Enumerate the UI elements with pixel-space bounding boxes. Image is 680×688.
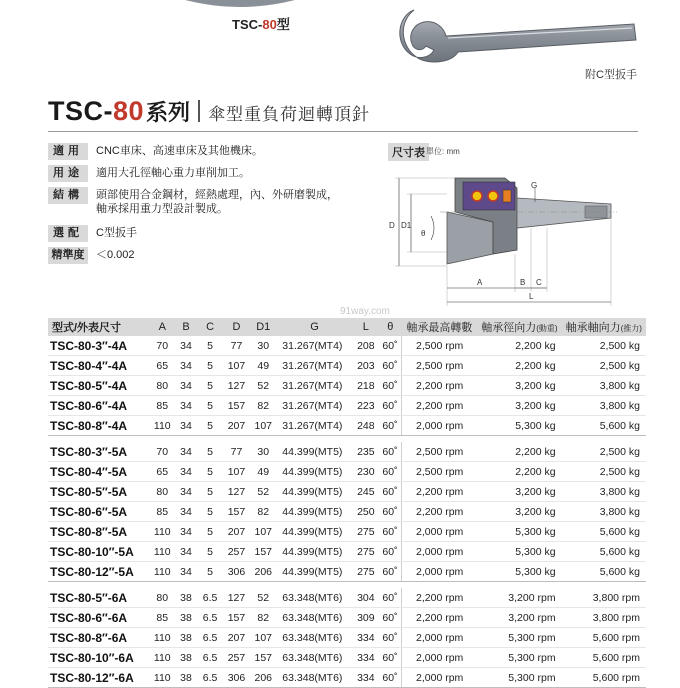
cell-radial: 3,200 kg: [477, 376, 561, 396]
spec-label: 精準度: [48, 247, 88, 264]
cell-B: 38: [175, 628, 198, 648]
cell-axial: 3,800 rpm: [562, 608, 646, 628]
cell-D1: 49: [250, 462, 276, 482]
page-title: [48, 96, 370, 126]
cell-D: 107: [223, 462, 251, 482]
table-row: [48, 442, 646, 462]
cell-axial: 5,600 kg: [562, 416, 646, 436]
cell-B: 38: [175, 608, 198, 628]
cell-D1: 157: [250, 542, 276, 562]
cell-C: 5: [197, 416, 222, 436]
cell-speed: 2,200 rpm: [402, 376, 478, 396]
cell-C: 6.5: [197, 608, 222, 628]
cell-speed: 2,200 rpm: [402, 396, 478, 416]
cell-C: 6.5: [197, 648, 222, 668]
cell-D1: 82: [250, 396, 276, 416]
cell-axial: 5,600 kg: [562, 562, 646, 582]
spec-row-precision: [48, 247, 135, 264]
cell-model: TSC-80-8″-5A: [48, 522, 150, 542]
cell-D: 257: [223, 542, 251, 562]
cell-B: 34: [175, 562, 198, 582]
table-row: [48, 608, 646, 628]
label-G: G: [531, 181, 538, 190]
cell-D1: 52: [250, 482, 276, 502]
table-row: [48, 562, 646, 582]
cell-C: 5: [197, 442, 222, 462]
cell-G: 31.267(MT4): [276, 356, 353, 376]
cell-C: 5: [197, 542, 222, 562]
cell-B: 34: [175, 396, 198, 416]
label-D1: D1: [401, 221, 412, 230]
cell-radial: 3,200 rpm: [477, 608, 561, 628]
cell-theta: 60˚: [379, 668, 402, 688]
cell-G: 44.399(MT5): [276, 482, 353, 502]
cell-speed: 2,000 rpm: [402, 628, 478, 648]
cell-G: 63.348(MT6): [276, 628, 353, 648]
table-row: [48, 482, 646, 502]
cell-D: 127: [223, 588, 251, 608]
col-C: C: [197, 318, 222, 336]
cell-model: TSC-80-10″-6A: [48, 648, 150, 668]
cell-C: 5: [197, 482, 222, 502]
cell-axial: 5,600 kg: [562, 522, 646, 542]
cell-radial: 5,300 rpm: [477, 628, 561, 648]
cell-speed: 2,000 rpm: [402, 562, 478, 582]
cell-axial: 3,800 kg: [562, 482, 646, 502]
cell-axial: 3,800 kg: [562, 502, 646, 522]
cell-L: 208: [353, 336, 379, 356]
cell-L: 230: [353, 462, 379, 482]
cell-D: 77: [223, 442, 251, 462]
cell-radial: 2,200 kg: [477, 336, 561, 356]
cell-L: 275: [353, 562, 379, 582]
cell-axial: 5,600 kg: [562, 542, 646, 562]
cell-theta: 60˚: [379, 396, 402, 416]
cell-C: 6.5: [197, 668, 222, 688]
spec-value: CNC車床、高速車床及其他機床。: [96, 145, 263, 157]
c-wrench-icon: [396, 2, 641, 64]
cell-A: 85: [150, 502, 174, 522]
cell-D: 207: [223, 416, 251, 436]
cell-D1: 52: [250, 376, 276, 396]
cell-theta: 60˚: [379, 356, 402, 376]
cell-L: 334: [353, 628, 379, 648]
cell-B: 34: [175, 462, 198, 482]
cell-L: 334: [353, 668, 379, 688]
cell-L: 250: [353, 502, 379, 522]
table-row: [48, 416, 646, 436]
cell-G: 44.399(MT5): [276, 502, 353, 522]
cell-B: 34: [175, 442, 198, 462]
spec-value: 適用大孔徑軸心重力車削加工。: [96, 167, 250, 179]
cell-B: 38: [175, 668, 198, 688]
watermark: 91way.com: [340, 306, 390, 317]
cell-theta: 60˚: [379, 376, 402, 396]
cell-axial: 5,600 rpm: [562, 628, 646, 648]
cell-B: 34: [175, 502, 198, 522]
spec-table: [48, 318, 646, 688]
label-C: C: [536, 278, 542, 287]
cell-G: 44.399(MT5): [276, 442, 353, 462]
cell-A: 110: [150, 522, 174, 542]
cell-model: TSC-80-12″-6A: [48, 668, 150, 688]
cell-A: 110: [150, 628, 174, 648]
cell-theta: 60˚: [379, 542, 402, 562]
cell-L: 275: [353, 542, 379, 562]
cell-D: 207: [223, 628, 251, 648]
cell-D1: 206: [250, 562, 276, 582]
cell-G: 63.348(MT6): [276, 588, 353, 608]
spec-label: 選配: [48, 225, 88, 242]
cell-A: 110: [150, 668, 174, 688]
cell-speed: 2,500 rpm: [402, 462, 478, 482]
cell-G: 63.348(MT6): [276, 648, 353, 668]
cell-radial: 3,200 kg: [477, 396, 561, 416]
col-speed: 軸承最高轉數: [402, 318, 478, 336]
cell-model: TSC-80-8″-6A: [48, 628, 150, 648]
cell-L: 334: [353, 648, 379, 668]
cell-C: 6.5: [197, 588, 222, 608]
cell-A: 80: [150, 376, 174, 396]
title-subtitle: 傘型重負荷迴轉頂針: [208, 105, 371, 124]
label-L: L: [529, 292, 534, 301]
cell-G: 31.267(MT4): [276, 396, 353, 416]
cell-model: TSC-80-5″-4A: [48, 376, 150, 396]
cell-C: 5: [197, 562, 222, 582]
cell-speed: 2,500 rpm: [402, 442, 478, 462]
cell-model: TSC-80-6″-5A: [48, 502, 150, 522]
cell-C: 5: [197, 502, 222, 522]
cell-axial: 3,800 kg: [562, 396, 646, 416]
cell-speed: 2,500 rpm: [402, 336, 478, 356]
title-series: 系列: [146, 100, 191, 125]
cell-G: 63.348(MT6): [276, 608, 353, 628]
cell-G: 44.399(MT5): [276, 542, 353, 562]
cell-A: 65: [150, 462, 174, 482]
cell-D1: 157: [250, 648, 276, 668]
cell-D: 157: [223, 608, 251, 628]
spec-row-structure: [48, 187, 338, 216]
cell-L: 203: [353, 356, 379, 376]
cell-D1: 107: [250, 522, 276, 542]
cell-A: 110: [150, 416, 174, 436]
cell-speed: 2,200 rpm: [402, 608, 478, 628]
cell-D1: 82: [250, 502, 276, 522]
spec-row-application: [48, 143, 263, 160]
spec-row-option: [48, 225, 137, 242]
cell-speed: 2,200 rpm: [402, 502, 478, 522]
cell-axial: 2,500 kg: [562, 336, 646, 356]
cell-radial: 5,300 kg: [477, 416, 561, 436]
cell-B: 34: [175, 522, 198, 542]
col-model: 型式/外表尺寸: [48, 318, 150, 336]
cell-D1: 49: [250, 356, 276, 376]
cell-model: TSC-80-3″-4A: [48, 336, 150, 356]
cell-D1: 52: [250, 588, 276, 608]
cell-speed: 2,500 rpm: [402, 356, 478, 376]
spec-value-line2: 軸承採用重力型設計製成。: [96, 203, 228, 215]
col-D1: D1: [250, 318, 276, 336]
cell-model: TSC-80-4″-4A: [48, 356, 150, 376]
cell-L: 245: [353, 482, 379, 502]
cell-D1: 30: [250, 336, 276, 356]
cell-L: 309: [353, 608, 379, 628]
cell-L: 275: [353, 522, 379, 542]
cell-model: TSC-80-12″-5A: [48, 562, 150, 582]
cell-C: 5: [197, 356, 222, 376]
cell-L: 218: [353, 376, 379, 396]
cell-B: 38: [175, 588, 198, 608]
cell-D1: 107: [250, 628, 276, 648]
product-photo: [180, 0, 300, 12]
cell-model: TSC-80-6″-6A: [48, 608, 150, 628]
cell-axial: 2,500 kg: [562, 356, 646, 376]
col-axial: 軸承軸向力(推力): [562, 318, 646, 336]
cell-D: 306: [223, 562, 251, 582]
cell-axial: 3,800 rpm: [562, 588, 646, 608]
unit-label: 單位: mm: [426, 147, 460, 156]
col-G: G: [276, 318, 353, 336]
label-A: A: [477, 278, 483, 287]
cell-axial: 5,600 rpm: [562, 668, 646, 688]
spec-label: 結構: [48, 187, 88, 204]
cell-B: 34: [175, 482, 198, 502]
cell-model: TSC-80-6″-4A: [48, 396, 150, 416]
table-row: [48, 336, 646, 356]
wrench-caption: 附C型扳手: [585, 69, 637, 81]
cell-C: 6.5: [197, 628, 222, 648]
spec-row-usage: [48, 165, 250, 182]
spec-value-line1: 頭部使用合金鋼材，經熱處理，內、外研磨製成，: [96, 189, 338, 201]
table-row: [48, 522, 646, 542]
spec-value: [96, 187, 338, 216]
cell-theta: 60˚: [379, 336, 402, 356]
heading-rule: [48, 131, 638, 132]
cell-theta: 60˚: [379, 562, 402, 582]
cell-G: 44.399(MT5): [276, 562, 353, 582]
cell-A: 70: [150, 336, 174, 356]
cell-D1: 30: [250, 442, 276, 462]
col-D: D: [223, 318, 251, 336]
cell-D: 306: [223, 668, 251, 688]
cell-G: 44.399(MT5): [276, 522, 353, 542]
col-B: B: [175, 318, 198, 336]
cell-G: 31.267(MT4): [276, 416, 353, 436]
cell-radial: 2,200 kg: [477, 442, 561, 462]
cell-G: 63.348(MT6): [276, 668, 353, 688]
cell-speed: 2,000 rpm: [402, 522, 478, 542]
table-header-row: [48, 318, 646, 336]
cell-speed: 2,200 rpm: [402, 482, 478, 502]
cell-D1: 82: [250, 608, 276, 628]
cell-L: 248: [353, 416, 379, 436]
cell-model: TSC-80-3″-5A: [48, 442, 150, 462]
cell-A: 110: [150, 648, 174, 668]
cell-A: 110: [150, 562, 174, 582]
cell-A: 65: [150, 356, 174, 376]
spec-label: 用途: [48, 165, 88, 182]
cell-radial: 2,200 kg: [477, 356, 561, 376]
cell-theta: 60˚: [379, 628, 402, 648]
cell-model: TSC-80-10″-5A: [48, 542, 150, 562]
cell-D: 207: [223, 522, 251, 542]
cell-theta: 60˚: [379, 608, 402, 628]
cell-C: 5: [197, 522, 222, 542]
cell-D: 127: [223, 482, 251, 502]
table-row: [48, 376, 646, 396]
cell-speed: 2,000 rpm: [402, 668, 478, 688]
cell-theta: 60˚: [379, 482, 402, 502]
photo-caption: TSC-80型: [232, 17, 290, 32]
cell-model: TSC-80-4″-5A: [48, 462, 150, 482]
cell-A: 85: [150, 396, 174, 416]
table-row: [48, 462, 646, 482]
cell-speed: 2,000 rpm: [402, 542, 478, 562]
cell-model: TSC-80-5″-5A: [48, 482, 150, 502]
cell-radial: 5,300 kg: [477, 522, 561, 542]
cell-D: 257: [223, 648, 251, 668]
cell-L: 304: [353, 588, 379, 608]
cell-B: 34: [175, 542, 198, 562]
cell-theta: 60˚: [379, 588, 402, 608]
table-row: [48, 356, 646, 376]
cell-B: 38: [175, 648, 198, 668]
cell-L: 223: [353, 396, 379, 416]
dimension-table-label: 尺寸表: [388, 143, 429, 161]
cell-C: 5: [197, 376, 222, 396]
cell-D1: 107: [250, 416, 276, 436]
cell-axial: 2,500 kg: [562, 442, 646, 462]
col-theta: θ: [379, 318, 402, 336]
table-row: [48, 542, 646, 562]
cell-radial: 3,200 rpm: [477, 588, 561, 608]
cell-theta: 60˚: [379, 442, 402, 462]
cell-C: 5: [197, 336, 222, 356]
cell-B: 34: [175, 356, 198, 376]
cell-radial: 3,200 kg: [477, 482, 561, 502]
cell-theta: 60˚: [379, 522, 402, 542]
cell-model: TSC-80-8″-4A: [48, 416, 150, 436]
cell-radial: 5,300 rpm: [477, 648, 561, 668]
cell-G: 44.399(MT5): [276, 462, 353, 482]
table-row: [48, 502, 646, 522]
cell-A: 80: [150, 482, 174, 502]
cell-speed: 2,000 rpm: [402, 416, 478, 436]
cell-G: 31.267(MT4): [276, 336, 353, 356]
cell-D: 157: [223, 502, 251, 522]
cell-speed: 2,000 rpm: [402, 648, 478, 668]
spec-value: ＜0.002: [96, 249, 135, 261]
title-model: TSC-80: [48, 96, 145, 126]
cell-D1: 206: [250, 668, 276, 688]
cell-A: 85: [150, 608, 174, 628]
cell-C: 5: [197, 396, 222, 416]
cell-theta: 60˚: [379, 502, 402, 522]
cell-model: TSC-80-5″-6A: [48, 588, 150, 608]
cell-theta: 60˚: [379, 648, 402, 668]
cell-radial: 5,300 rpm: [477, 668, 561, 688]
table-row: [48, 648, 646, 668]
cell-axial: 2,500 kg: [562, 462, 646, 482]
col-L: L: [353, 318, 379, 336]
dimension-diagram: [385, 158, 645, 308]
cell-B: 34: [175, 336, 198, 356]
cell-radial: 2,200 kg: [477, 462, 561, 482]
table-row: [48, 628, 646, 648]
cell-speed: 2,200 rpm: [402, 588, 478, 608]
table-row: [48, 396, 646, 416]
cell-C: 5: [197, 462, 222, 482]
cell-radial: 3,200 kg: [477, 502, 561, 522]
col-radial: 軸承徑向力(動重): [477, 318, 561, 336]
spec-value: C型扳手: [96, 227, 137, 239]
cell-axial: 3,800 kg: [562, 376, 646, 396]
cell-axial: 5,600 rpm: [562, 648, 646, 668]
spec-label: 適用: [48, 143, 88, 160]
cell-A: 110: [150, 542, 174, 562]
label-theta: θ: [421, 229, 426, 238]
cell-B: 34: [175, 376, 198, 396]
cell-radial: 5,300 kg: [477, 562, 561, 582]
cell-D: 107: [223, 356, 251, 376]
cell-D: 127: [223, 376, 251, 396]
col-A: A: [150, 318, 174, 336]
table-row: [48, 588, 646, 608]
cell-radial: 5,300 kg: [477, 542, 561, 562]
cell-G: 31.267(MT4): [276, 376, 353, 396]
cell-B: 34: [175, 416, 198, 436]
cell-D: 77: [223, 336, 251, 356]
title-divider: [198, 100, 200, 122]
cell-theta: 60˚: [379, 416, 402, 436]
cell-theta: 60˚: [379, 462, 402, 482]
label-B: B: [520, 278, 526, 287]
label-D: D: [389, 221, 395, 230]
cell-A: 80: [150, 588, 174, 608]
cell-A: 70: [150, 442, 174, 462]
cell-D: 157: [223, 396, 251, 416]
cell-L: 235: [353, 442, 379, 462]
table-body: [48, 336, 646, 688]
